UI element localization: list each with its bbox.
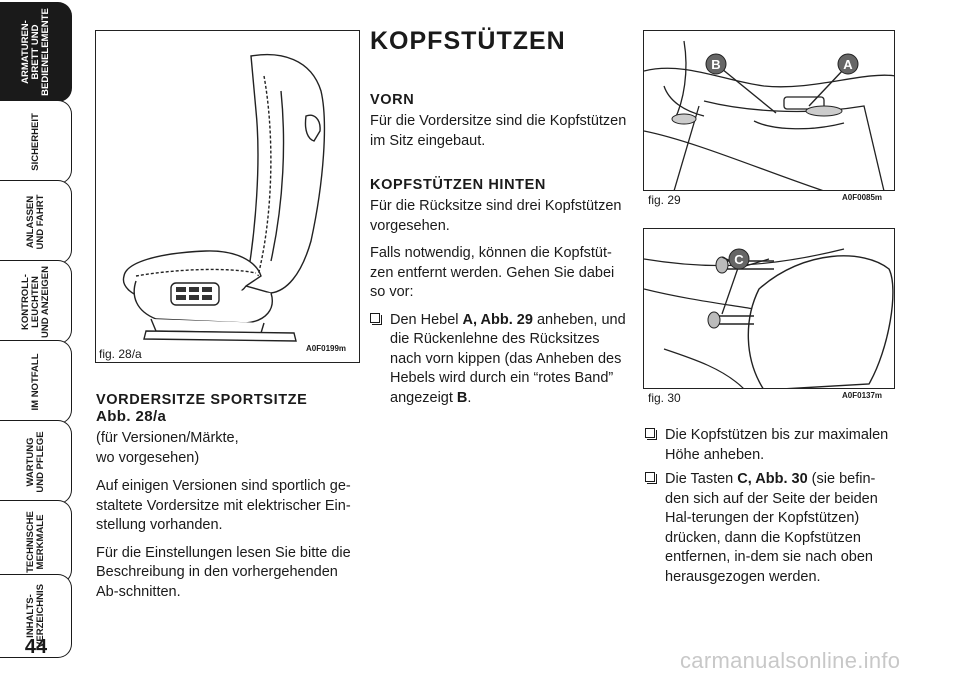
figure-code: A0F0085m	[842, 193, 883, 202]
figure-28a-seat	[95, 30, 360, 363]
paragraph: Für die Vordersitze sind die Kopfstützen im Sitz eingebaut.	[370, 113, 627, 149]
section-heading-hinten: KOPFSTÜTZEN HINTEN	[370, 177, 546, 193]
tab-armaturenbrett[interactable]	[0, 2, 72, 102]
paragraph: Für die Rücksitze sind drei Kopfstützen vorgesehen.	[370, 198, 622, 234]
figure-caption: fig. 28/a	[99, 347, 142, 361]
figure-caption: fig. 29	[648, 193, 681, 207]
tab-label: WARTUNG UND PFLEGE	[24, 431, 46, 493]
checkbox-bullet-icon	[645, 428, 655, 438]
paragraph: Falls notwendig, können die Kopfstüt-zen entfernt werden. Gehen Sie dabei so vor:	[370, 245, 615, 300]
lever-illustration	[644, 31, 895, 191]
section-heading	[96, 392, 354, 425]
figure-code: A0F0137m	[842, 391, 883, 400]
tab-label: KONTROLL- LEUCHTEN UND ANZEIGEN	[19, 266, 51, 338]
figure-29-headrest-lever	[643, 30, 895, 191]
page-title: KOPFSTÜTZEN	[370, 27, 566, 55]
chapter-tabs	[0, 0, 75, 677]
tab-im-notfall[interactable]	[0, 340, 72, 424]
list-item: Die Kopfstützen bis zur maximalen Höhe anheben.	[645, 426, 897, 465]
watermark: carmanualsonline.info	[680, 648, 901, 673]
column-1-text	[96, 392, 354, 610]
tab-technische-merkmale[interactable]	[0, 500, 72, 584]
subtitle-line-2: wo vorgesehen)	[96, 449, 200, 466]
tab-label: TECHNISCHE MERKMALE	[24, 511, 46, 573]
callout-c: C	[734, 252, 744, 267]
headrest-illustration	[644, 229, 895, 389]
page-number: 44	[24, 636, 48, 658]
paragraph: Auf einigen Versionen sind sportlich ge-staltete Vordersitze mit elektrischer Ein-stellung vorhanden.	[96, 478, 351, 533]
tab-sicherheit[interactable]	[0, 100, 72, 184]
tab-wartung[interactable]	[0, 420, 72, 504]
section-heading-vorn: VORN	[370, 92, 415, 108]
checkbox-bullet-icon	[370, 313, 380, 323]
tab-label: ARMATUREN- BRETT UND BEDIENELEMENTE	[19, 8, 51, 96]
figure-caption: fig. 30	[648, 391, 681, 405]
figure-30-headrest-buttons	[643, 228, 895, 389]
column-2-text	[370, 92, 628, 413]
heading-line-1: VORDERSITZE SPORTSITZE	[96, 392, 308, 408]
callout-b: B	[711, 57, 721, 72]
tab-kontrollleuchten[interactable]	[0, 260, 72, 344]
heading-line-2: Abb. 28/a	[96, 408, 167, 425]
list-item: Die Tasten C, Abb. 30 (sie befin-den sich auf der Seite der beiden Hal-terungen der Kopfstützen) drücken, dann die Kopfstützen entfernen, in-dem sie nach oben herausgezogen werden.	[645, 470, 897, 587]
paragraph: Für die Einstellungen lesen Sie bitte die Beschreibung in den vorhergehenden Ab-schnitten.	[96, 544, 351, 600]
figure-code: A0F0199m	[306, 344, 347, 353]
list-item: Den Hebel A, Abb. 29 anheben, und die Rückenlehne des Rücksitzes nach vorn kippen (das Anheben des Hebels wird durch ein “rotes Band” angezeigt B.	[370, 311, 628, 409]
tab-label: ANLASSEN UND FAHRT	[24, 194, 46, 250]
subtitle-line-1: (für Versionen/Märkte,	[96, 430, 239, 446]
tab-anlassen[interactable]	[0, 180, 72, 264]
tab-label: SICHERHEIT	[29, 113, 41, 171]
seat-illustration	[96, 31, 360, 363]
checkbox-bullet-icon	[645, 472, 655, 482]
column-3-text	[645, 426, 897, 592]
tab-label: IM NOTFALL	[29, 353, 41, 411]
callout-a: A	[843, 57, 853, 72]
tab-label: INHALTS- VERZEICHNIS	[24, 584, 46, 648]
